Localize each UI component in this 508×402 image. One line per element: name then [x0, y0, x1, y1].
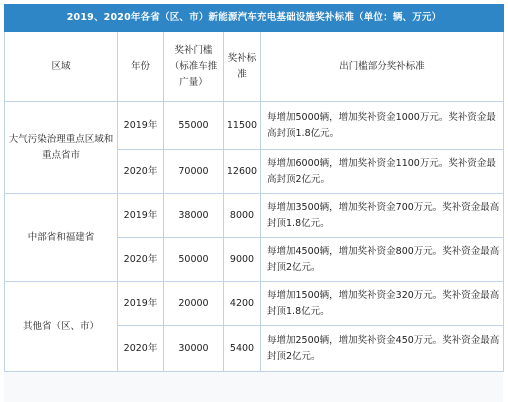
region-cell: 其他省（区、市）	[5, 282, 118, 372]
year-cell: 2020年	[118, 150, 164, 194]
header-row	[5, 32, 504, 102]
header-threshold: 奖补门槛（标准车推广量）	[164, 32, 224, 102]
threshold-cell: 70000	[164, 150, 224, 194]
table-title-row	[5, 5, 504, 32]
year-cell: 2020年	[118, 238, 164, 282]
standard-cell: 12600	[224, 150, 261, 194]
extra-cell: 每增加4500辆，增加奖补资金800万元。奖补资金最高封顶2亿元。	[261, 238, 504, 282]
standard-cell: 8000	[224, 194, 261, 238]
year-cell: 2019年	[118, 282, 164, 326]
subsidy-table	[4, 4, 504, 372]
region-cell: 大气污染治理重点区域和重点省市	[5, 102, 118, 194]
table-row	[5, 102, 504, 150]
extra-cell: 每增加6000辆，增加奖补资金1100万元。奖补资金最高封顶2亿元。	[261, 150, 504, 194]
threshold-cell: 20000	[164, 282, 224, 326]
extra-cell: 每增加1500辆，增加奖补资金320万元。奖补资金最高封顶1.8亿元。	[261, 282, 504, 326]
extra-cell: 每增加2500辆，增加奖补资金450万元。奖补资金最高封顶2亿元。	[261, 326, 504, 372]
standard-cell: 5400	[224, 326, 261, 372]
extra-cell: 每增加5000辆，增加奖补资金1000万元。奖补资金最高封顶1.8亿元。	[261, 102, 504, 150]
bottom-scroll-area	[4, 372, 503, 402]
year-cell: 2019年	[118, 194, 164, 238]
header-standard: 奖补标准	[224, 32, 261, 102]
standard-cell: 11500	[224, 102, 261, 150]
table-row	[5, 282, 504, 326]
header-extra: 出门槛部分奖补标准	[261, 32, 504, 102]
table-title: 2019、2020年各省（区、市）新能源汽车充电基础设施奖补标准（单位：辆、万元）	[5, 5, 504, 32]
threshold-cell: 55000	[164, 102, 224, 150]
year-cell: 2019年	[118, 102, 164, 150]
header-region: 区域	[5, 32, 118, 102]
subsidy-table-container	[4, 4, 503, 372]
extra-cell: 每增加3500辆，增加奖补资金700万元。奖补资金最高封顶1.8亿元。	[261, 194, 504, 238]
threshold-cell: 30000	[164, 326, 224, 372]
threshold-cell: 50000	[164, 238, 224, 282]
year-cell: 2020年	[118, 326, 164, 372]
header-year: 年份	[118, 32, 164, 102]
standard-cell: 9000	[224, 238, 261, 282]
table-row	[5, 194, 504, 238]
threshold-cell: 38000	[164, 194, 224, 238]
standard-cell: 4200	[224, 282, 261, 326]
region-cell: 中部省和福建省	[5, 194, 118, 282]
